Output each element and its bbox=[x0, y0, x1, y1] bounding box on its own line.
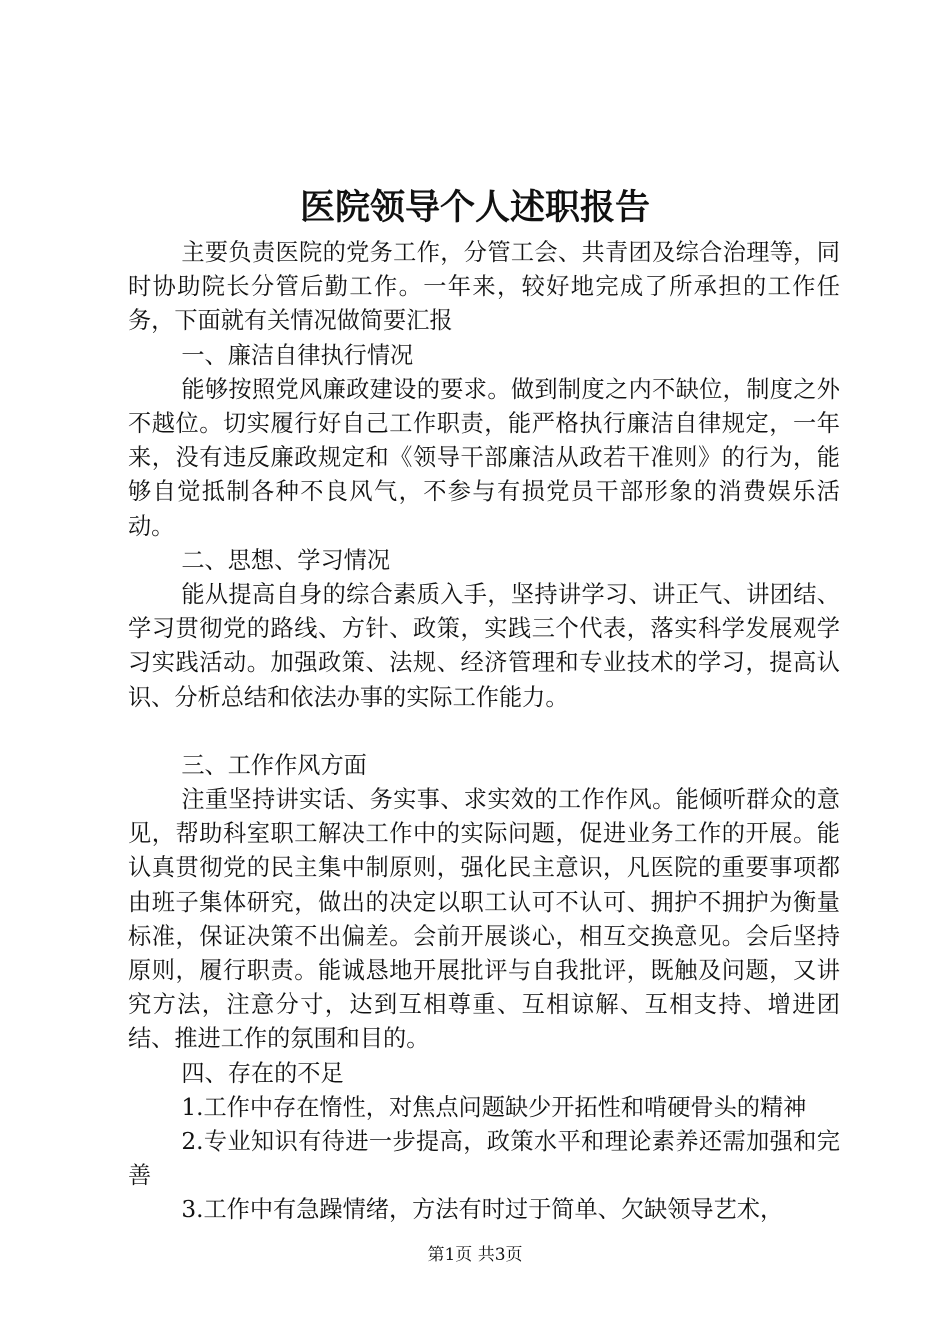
section-heading-study: 二、思想、学习情况 bbox=[181, 546, 391, 574]
intro-paragraph: 主要负责医院的党务工作，分管工会、共青团及综合治理等，同时协助院长分管后勤工作。一年来，较好地完成了所承担的工作任务，下面就有关情况做简要汇报 bbox=[128, 239, 840, 335]
document-body bbox=[128, 236, 840, 1228]
section-heading-workstyle: 三、工作作风方面 bbox=[181, 751, 367, 779]
workstyle-paragraph: 注重坚持讲实话、务实事、求实效的工作作风。能倾听群众的意见，帮助科室职工解决工作中的实际问题，促进业务工作的开展。能认真贯彻党的民主集中制原则，强化民主意识，凡医院的重要事项都由班子集体研究，做出的决定以职工认可不认可、拥护不拥护为衡量标准，保证决策不出偏差。会前开展谈心，相互交换意见。会后坚持原则，履行职责。能诚恳地开展批评与自我批评，既触及问题，又讲究方法，注意分寸，达到互相尊重、互相谅解、互相支持、增进团结、推进工作的氛围和目的。 bbox=[128, 786, 840, 1053]
document-title: 医院领导个人述职报告 bbox=[299, 187, 650, 228]
study-paragraph: 能从提高自身的综合素质入手，坚持讲学习、讲正气、讲团结、学习贯彻党的路线、方针、政策，实践三个代表，落实科学发展观学习实践活动。加强政策、法规、经济管理和专业技术的学习，提高认识、分析总结和依法办事的实际工作能力。 bbox=[128, 581, 840, 711]
section-heading-shortcomings: 四、存在的不足 bbox=[181, 1059, 344, 1087]
integrity-paragraph: 能够按照党风廉政建设的要求。做到制度之内不缺位，制度之外不越位。切实履行好自己工作职责，能严格执行廉洁自律规定，一年来，没有违反廉政规定和《领导干部廉洁从政若干准则》的行为，能够自觉抵制各种不良风气，不参与有损党员干部形象的消费娱乐活动。 bbox=[128, 375, 840, 540]
page-number-footer: 第1页 共3页 bbox=[427, 1245, 523, 1265]
section-heading-integrity: 一、廉洁自律执行情况 bbox=[181, 341, 414, 369]
blank-line bbox=[128, 715, 840, 749]
shortcoming-item-2: 2.专业知识有待进一步提高，政策水平和理论素养还需加强和完善 bbox=[128, 1128, 840, 1190]
shortcoming-item-3: 3.工作中有急躁情绪，方法有时过于简单、欠缺领导艺术， bbox=[181, 1196, 784, 1224]
shortcoming-item-1: 1.工作中存在惰性，对焦点问题缺少开拓性和啃硬骨头的精神 bbox=[181, 1093, 807, 1121]
